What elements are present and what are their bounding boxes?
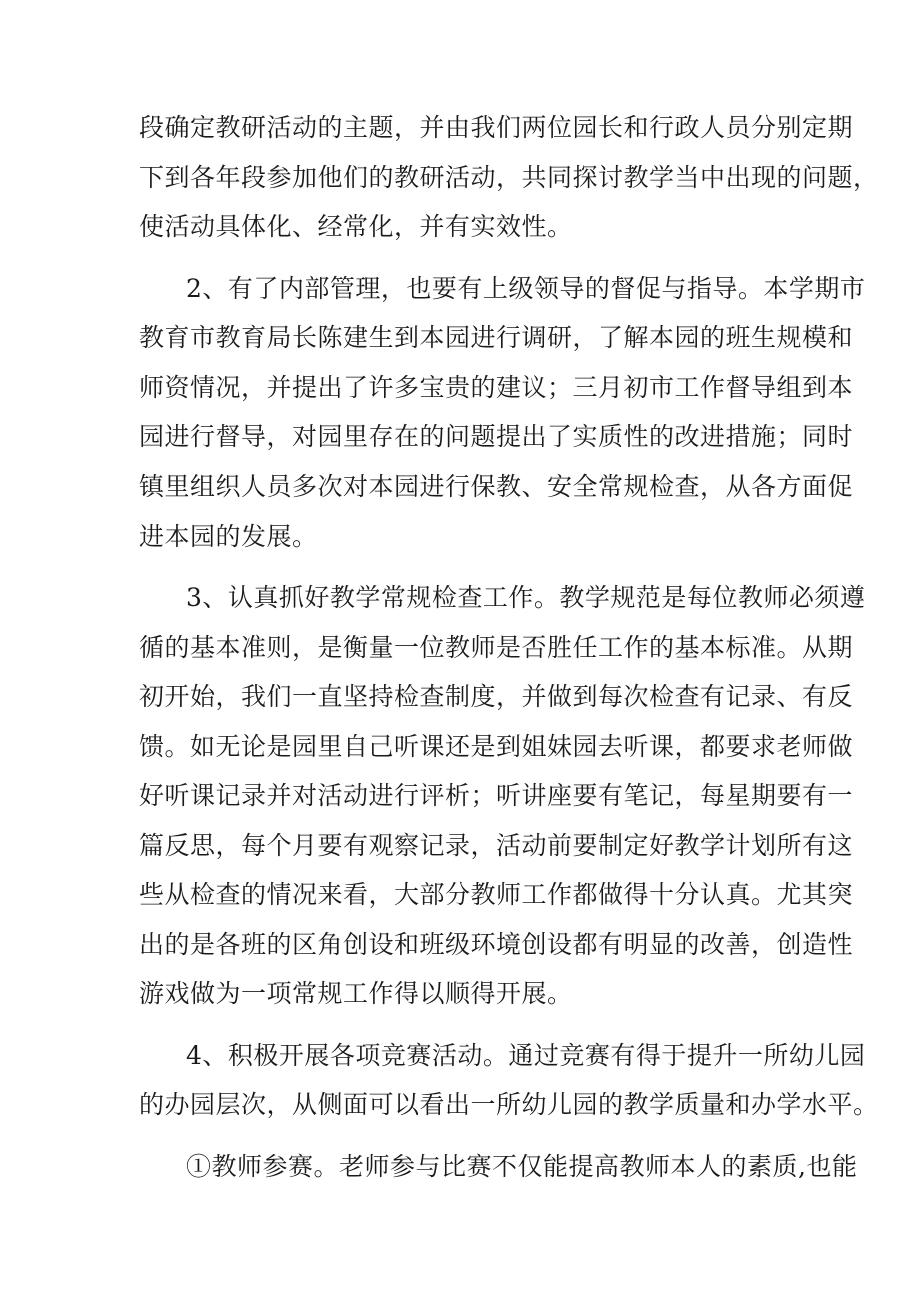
- paragraph-4-line-2: 的办园层次，从侧面可以看出一所幼儿园的教学质量和办学水平。: [139, 1090, 879, 1119]
- paragraph-5-line-1: ①教师参赛。老师参与比赛不仅能提高教师本人的素质,也能: [186, 1152, 858, 1181]
- paragraph-3-line-9: 游戏做为一项常规工作得以顺得开展。: [139, 979, 573, 1008]
- paragraph-2-line-5: 镇里组织人员多次对本园进行保教、安全常规检查，从各方面促: [139, 472, 854, 501]
- paragraph-3-line-2: 循的基本准则，是衡量一位教师是否胜任工作的基本标准。从期: [139, 633, 854, 662]
- paragraph-1-line-3: 使活动具体化、经常化，并有实效性。: [139, 212, 573, 241]
- paragraph-1-line-2: 下到各年段参加他们的教研活动，共同探讨教学当中出现的问题，: [139, 163, 879, 192]
- paragraph-2-line-2: 教育市教育局长陈建生到本园进行调研，了解本园的班生规模和: [139, 323, 854, 352]
- paragraph-2-line-4: 园进行督导，对园里存在的问题提出了实质性的改进措施；同时: [139, 422, 854, 451]
- paragraph-2-line-6: 进本园的发展。: [139, 522, 318, 551]
- paragraph-2-line-3: 师资情况，并提出了许多宝贵的建议；三月初市工作督导组到本: [139, 373, 854, 402]
- paragraph-3-line-1: 3、认真抓好教学常规检查工作。教学规范是每位教师必须遵: [186, 583, 866, 612]
- paragraph-3-line-4: 馈。如无论是园里自己听课还是到姐妹园去听课，都要求老师做: [139, 732, 854, 761]
- paragraph-3-line-8: 出的是各班的区角创设和班级环境创设都有明显的改善，创造性: [139, 930, 854, 959]
- paragraph-3-line-6: 篇反思，每个月要有观察记录，活动前要制定好教学计划所有这: [139, 831, 854, 860]
- paragraph-4-line-1: 4、积极开展各项竞赛活动。通过竞赛有得于提升一所幼儿园: [186, 1041, 866, 1070]
- paragraph-1-line-1: 段确定教研活动的主题，并由我们两位园长和行政人员分别定期: [139, 113, 854, 142]
- paragraph-3-line-7: 些从检查的情况来看，大部分教师工作都做得十分认真。尤其突: [139, 880, 854, 909]
- paragraph-3-line-3: 初开始，我们一直坚持检查制度，并做到每次检查有记录、有反: [139, 682, 854, 711]
- paragraph-3-line-5: 好听课记录并对活动进行评析；听讲座要有笔记，每星期要有一: [139, 781, 854, 810]
- paragraph-2-line-1: 2、有了内部管理，也要有上级领导的督促与指导。本学期市: [186, 274, 866, 303]
